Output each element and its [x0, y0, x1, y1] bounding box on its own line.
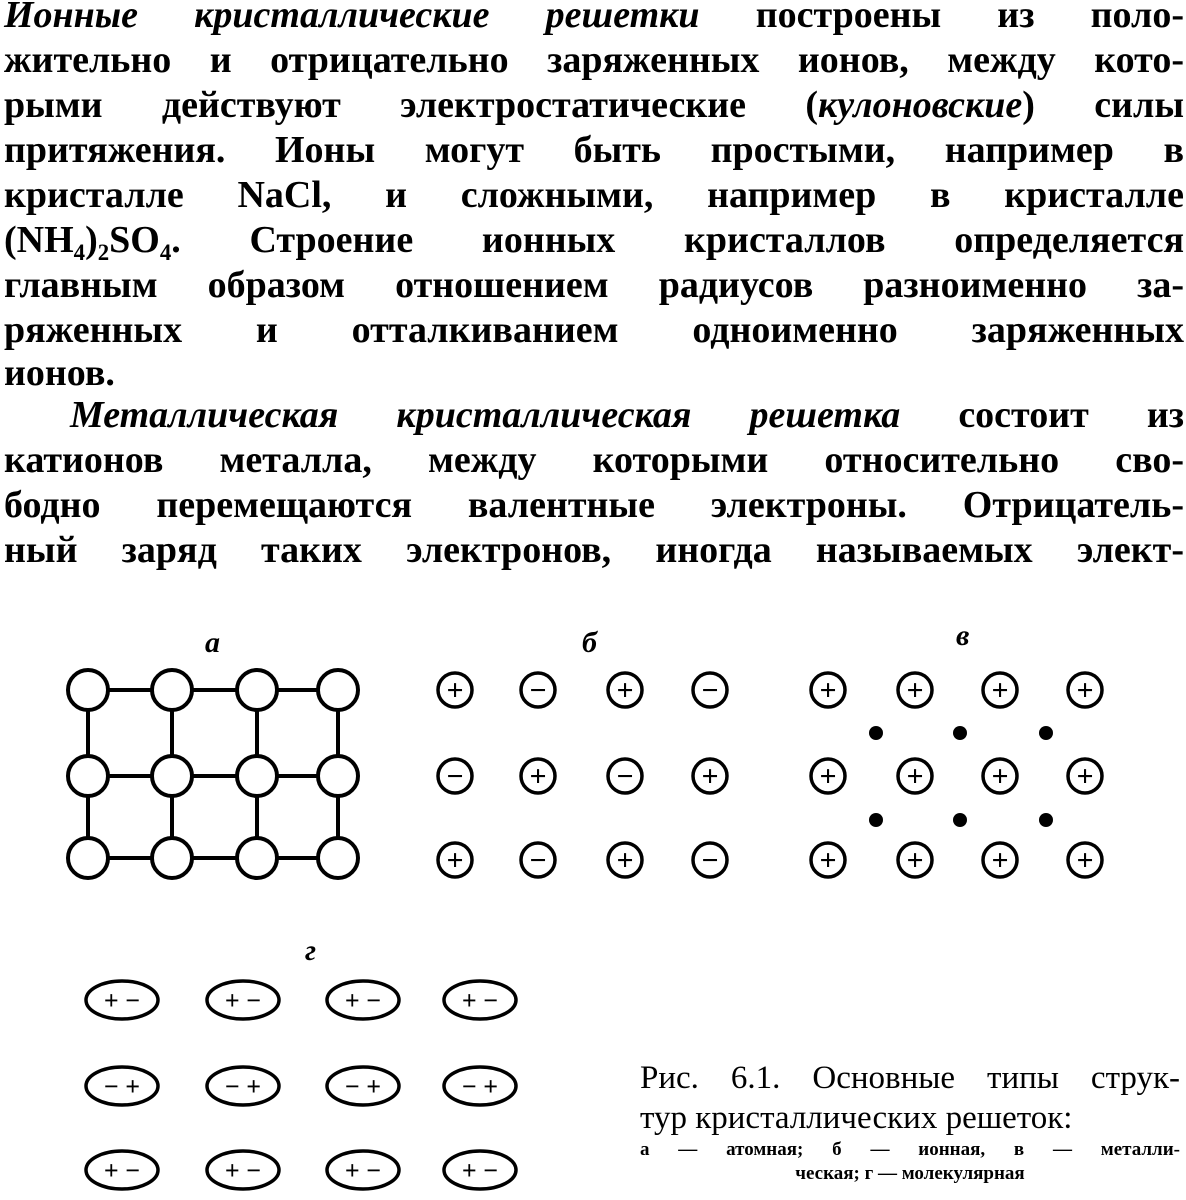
electron-dot	[869, 813, 883, 827]
ionic-row	[438, 673, 727, 707]
subscript: 4	[73, 240, 86, 265]
atom	[152, 838, 192, 878]
text-line: главным образом отношением радиусов разноименно за-	[4, 264, 1184, 306]
dipole-sign: + −	[344, 986, 382, 1015]
dipole-sign: + −	[224, 1156, 262, 1185]
ion-sign: −	[701, 674, 719, 707]
atom	[318, 670, 358, 710]
atomic-bonds	[88, 690, 338, 858]
dipole-sign: + −	[461, 986, 499, 1015]
ion-sign: −	[701, 844, 719, 877]
electron-dot	[1039, 813, 1053, 827]
atom	[152, 756, 192, 796]
ion-sign: −	[529, 844, 547, 877]
ion-sign: +	[991, 760, 1009, 793]
molecular-signs	[104, 986, 498, 1185]
electron-dot	[1039, 726, 1053, 740]
ion-sign: −	[616, 760, 634, 793]
dipole-sign: − +	[224, 1072, 262, 1101]
molecular-lattice	[86, 981, 516, 1189]
text-span: состоит из	[900, 394, 1184, 436]
text-line: жительно и отрицательно заряженных ионов, между кото-	[4, 39, 1184, 81]
label-g: г	[305, 934, 317, 967]
text-line: катионов металла, между которыми относительно сво-	[4, 439, 1184, 481]
text-span: . Строение ионных кристаллов определяется	[171, 219, 1184, 261]
ion-sign: +	[991, 674, 1009, 707]
text-line: ряженных и отталкиванием одноименно заряженных	[4, 309, 1184, 351]
ionic-signs	[446, 674, 718, 877]
dipole-sign: − +	[103, 1072, 141, 1101]
ion-sign: +	[529, 760, 547, 793]
electron-dot	[953, 726, 967, 740]
figure-caption	[640, 1058, 1180, 1186]
label-v: в	[956, 619, 970, 652]
ion-sign: +	[616, 674, 634, 707]
ionic-row	[438, 843, 727, 877]
ionic-lattice	[438, 673, 727, 877]
atom	[152, 670, 192, 710]
formula-part: SO	[109, 219, 160, 261]
label-b: б	[582, 626, 597, 659]
text-span: ) силы	[1022, 84, 1184, 126]
ion-sign: +	[616, 844, 634, 877]
ion-sign: −	[529, 674, 547, 707]
ion-sign: +	[446, 844, 464, 877]
italic-term: Ионные кристаллические решетки	[4, 0, 700, 36]
dipole-sign: − +	[344, 1072, 382, 1101]
subscript: 4	[159, 240, 172, 265]
label-a: а	[205, 626, 220, 659]
text-line: бодно перемещаются валентные электроны. Отрицатель-	[4, 484, 1184, 526]
ion-sign: +	[701, 760, 719, 793]
ion-sign: −	[446, 760, 464, 793]
atom	[68, 838, 108, 878]
formula-part: (NH	[4, 219, 74, 261]
ion-sign: +	[906, 674, 924, 707]
electron-dot	[953, 813, 967, 827]
text-span: построены из поло-	[699, 0, 1184, 36]
ion-sign: +	[1076, 760, 1094, 793]
caption-line: Рис. 6.1. Основные типы струк-	[640, 1060, 1180, 1096]
dipole-sign: − +	[461, 1072, 499, 1101]
ion-sign: +	[906, 760, 924, 793]
dipole-sign: + −	[461, 1156, 499, 1185]
metallic-signs	[819, 674, 1093, 877]
text-line: притяжения. Ионы могут быть простыми, например в	[4, 129, 1184, 171]
atom	[237, 670, 277, 710]
ionic-row	[438, 759, 727, 793]
ion-sign: +	[1076, 674, 1094, 707]
caption-legend: а — атомная; б — ионная, в — металли-	[640, 1139, 1180, 1160]
formula-part: )	[85, 219, 98, 261]
atom	[68, 756, 108, 796]
atomic-lattice	[68, 670, 358, 878]
ion-sign: +	[1076, 844, 1094, 877]
atom	[237, 838, 277, 878]
dipole-sign: + −	[103, 986, 141, 1015]
ion-sign: +	[906, 844, 924, 877]
dipole-sign: + −	[344, 1156, 382, 1185]
ion-sign: +	[819, 760, 837, 793]
ion-sign: +	[991, 844, 1009, 877]
metallic-lattice	[811, 673, 1102, 877]
italic-term: кулоновские	[817, 84, 1023, 126]
dipole-sign: + −	[103, 1156, 141, 1185]
atom	[318, 838, 358, 878]
caption-line: тур кристаллических решеток:	[640, 1100, 1073, 1136]
text-span: рыми действуют электростатические (	[4, 84, 818, 126]
dipole-sign: + −	[224, 986, 262, 1015]
ion-sign: +	[819, 844, 837, 877]
electron-dot	[869, 726, 883, 740]
text-line: ионов.	[4, 352, 115, 394]
text-line: кристалле NaCl, и сложными, например в кристалле	[4, 174, 1184, 216]
text-line: ный заряд таких электронов, иногда называемых элект-	[4, 529, 1184, 571]
atom	[68, 670, 108, 710]
ion-sign: +	[819, 674, 837, 707]
italic-term: Металлическая кристаллическая решетка	[70, 394, 901, 436]
atom	[318, 756, 358, 796]
ion-sign: +	[446, 674, 464, 707]
subscript: 2	[97, 240, 110, 265]
caption-legend: ческая; г — молекулярная	[795, 1163, 1025, 1184]
atom	[237, 756, 277, 796]
